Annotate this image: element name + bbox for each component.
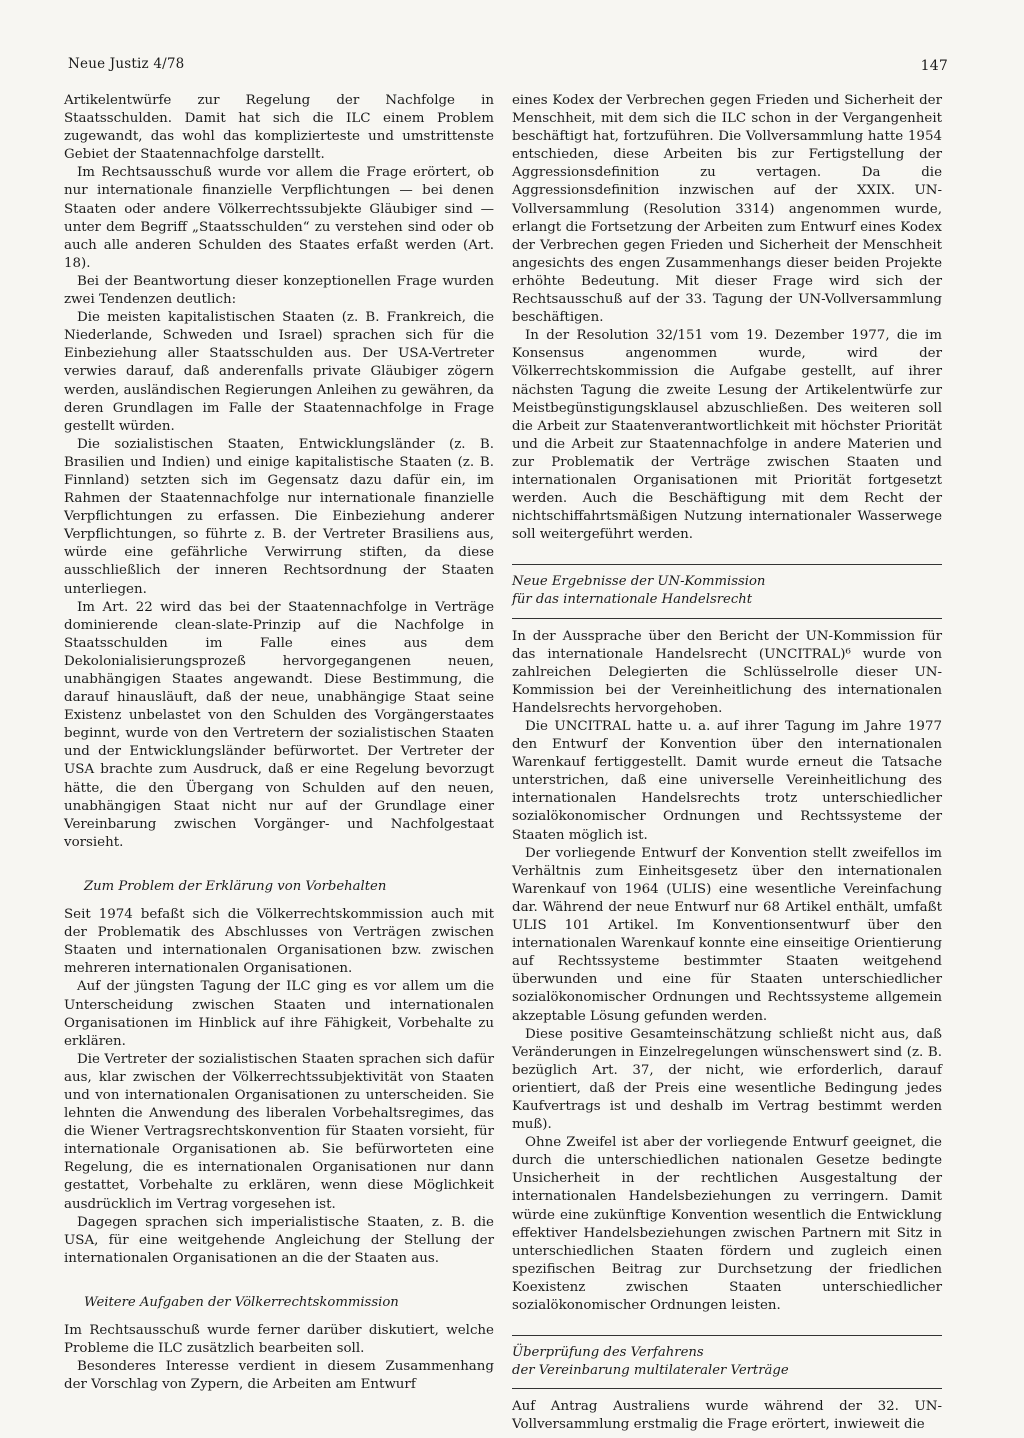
- boxed-section-heading: [512, 1325, 942, 1398]
- rule-line: [512, 1335, 942, 1336]
- paragraph: Ohne Zweifel ist aber der vorliegende Entwurf geeignet, die durch die unterschiedlichen nationalen Gesetze bedingte Unsicherheit in der rechtlichen Ausgestaltung der internationalen Handelsbeziehungen zu verringern. Damit würde eine zukünftige Konvention wesentlich die Entwicklung effektiver Handelsbeziehungen zwischen Partnern mit Sitz in unterschiedlichen Staaten fördern und zugleich einen spezifischen Beitrag zur Durchsetzung der friedlichen Koexistenz zwischen Staaten unterschiedlicher sozialökonomischer Ordnungen leisten.: [512, 1135, 942, 1313]
- left-column: [64, 92, 494, 1394]
- rule-line: [512, 564, 942, 565]
- right-column: [512, 92, 942, 1434]
- paragraph: In der Aussprache über den Bericht der UN-Kommission für das internationale Handelsrecht (UNCITRAL)⁶ wurde von zahlreichen Delegierten die Schlüsselrolle dieser UN-Kommission bei der Vereinheitlichung des internationalen Handelsrechts hervorgehoben.: [512, 628, 942, 716]
- section-heading-line: der Vereinbarung multilateraler Verträge: [512, 1363, 789, 1379]
- running-header: [68, 56, 948, 78]
- rule-line: [512, 1388, 942, 1389]
- paragraph: Diese positive Gesamteinschätzung schließt nicht aus, daß Veränderungen in Einzelregelungen wünschenswert sind (z. B. bezüglich Art. 37, der nicht, wie erforderlich, darauf orientiert, daß der Preis eine wesentliche Bedingung jedes Kaufvertrags ist und deshalb im Vertrag bestimmt werden muß).: [512, 1026, 942, 1133]
- paragraph: Die meisten kapitalistischen Staaten (z. B. Frankreich, die Niederlande, Schweden und Israel) sprachen sich für die Einbeziehung aller Staatsschulden aus. Der USA-Vertreter verwies darauf, daß anderenfalls private Gläubiger zögern werden, ausländischen Regierungen Anleihen zu gewähren, da deren Grundlagen im Falle der Staatennachfolge in Frage gestellt würden.: [64, 310, 494, 434]
- paragraph: Die sozialistischen Staaten, Entwicklungsländer (z. B. Brasilien und Indien) und einige kapitalistische Staaten (z. B. Finnland) setzten sich im Gegensatz dazu dafür ein, im Rahmen der Staatennachfolge nur internationale finanzielle Verpflichtungen zu erfassen. Die Einbeziehung anderer Verpflichtungen, so führte z. B. der Vertreter Brasiliens aus, würde eine gefährliche Verwirrung stiften, da diese ausschließlich der inneren Rechtsordnung der Staaten unterliegen.: [64, 436, 494, 597]
- paragraph: eines Kodex der Verbrechen gegen Frieden und Sicherheit der Menschheit, mit dem sich die ILC schon in der Vergangenheit beschäftigt hat, fortzuführen. Die Vollversammlung hatte 1954 entschieden, diese Arbeiten bis zur Fertigstellung der Aggressionsdefinition zu vertagen. Da die Aggressionsdefinition inzwischen auf der XXIX. UN-Vollversammlung (Resolution 3314) angenommen wurde, erlangt die Fortsetzung der Arbeiten zum Entwurf eines Kodex der Verbrechen gegen Frieden und Sicherheit der Menschheit angesichts des engen Zusammenhangs dieser beiden Projekte erhöhte Bedeutung. Mit dieser Frage wird sich der Rechtsausschuß auf der 33. Tagung der UN-Vollversammlung beschäftigen.: [512, 93, 942, 326]
- section-heading: Zum Problem der Erklärung von Vorbehalten: [84, 878, 387, 894]
- paragraph: Die UNCITRAL hatte u. a. auf ihrer Tagung im Jahre 1977 den Entwurf der Konvention über den internationalen Warenkauf fertiggestellt. Damit wurde erneut die Tatsache unterstrichen, daß eine universelle Vereinheitlichung des internationalen Handelsrechts trotz unterschiedlicher sozialökonomischer Ordnungen und Rechtssysteme der Staaten möglich ist.: [512, 719, 942, 843]
- paragraph: Bei der Beantwortung dieser konzeptionellen Frage wurden zwei Tendenzen deutlich:: [64, 273, 494, 308]
- section-heading-line: Neue Ergebnisse der UN-Kommission: [512, 574, 766, 590]
- paragraph: Im Art. 22 wird das bei der Staatennachfolge in Verträge dominierende clean-slate-Prinzip auf die Nachfolge in Staatsschulden im Falle eines aus dem Dekolonialisierungsprozeß hervorgegangenen neuen, unabhängigen Staates angewandt. Diese Bestimmung, die darauf hinausläuft, daß der neue, unabhängige Staat seine Existenz unbelastet von den Schulden des Vorgängerstaates beginnt, wurde von den Vertretern der sozialistischen Staaten und der Entwicklungsländer befürwortet. Der Vertreter der USA brachte zum Ausdruck, daß er eine Regelung bevorzugt hätte, die den Übergang von Schulden auf den neuen, unabhängigen Staat nicht nur auf der Grundlage einer Vereinbarung zwischen Vorgänger- und Nachfolgestaat vorsieht.: [64, 599, 494, 850]
- paragraph: Im Rechtsausschuß wurde vor allem die Frage erörtert, ob nur internationale finanzielle Verpflichtungen — bei denen Staaten oder andere Völkerrechtssubjekte Gläubiger sind — unter dem Begriff „Staatsschulden“ zu verstehen sind oder ob auch alle anderen Schulden des Staates erfaßt werden (Art. 18).: [64, 165, 494, 271]
- page-number: 147: [920, 58, 948, 74]
- paragraph: Seit 1974 befaßt sich die Völkerrechtskommission auch mit der Problematik des Abschlusses von Verträgen zwischen Staaten und internationalen Organisationen bzw. zwischen mehreren internationalen Organisationen.: [64, 907, 494, 977]
- boxed-section-heading: [512, 554, 942, 627]
- section-heading: Weitere Aufgaben der Völkerrechtskommission: [84, 1294, 399, 1310]
- paragraph: Die Vertreter der sozialistischen Staaten sprachen sich dafür aus, klar zwischen der Völkerrechtssubjektivität von Staaten und von internationalen Organisationen zu unterscheiden. Sie lehnten die Anwendung des liberalen Vorbehaltsregimes, das die Wiener Vertragsrechtskonvention für Staaten vorsieht, für internationale Organisationen ab. Sie befürworteten eine Regelung, die es internationalen Organisationen nur dann gestattet, Vorbehalte zu erklären, wenn diese Möglichkeit ausdrücklich im Vertrag vorgesehen ist.: [64, 1051, 494, 1212]
- paragraph: Im Rechtsausschuß wurde ferner darüber diskutiert, welche Probleme die ILC zusätzlich bearbeiten soll.: [64, 1323, 494, 1357]
- paragraph: In der Resolution 32/151 vom 19. Dezember 1977, die im Konsensus angenommen wurde, wird der Völkerrechtskommission die Aufgabe gestellt, auf ihrer nächsten Tagung die zweite Lesung der Artikelentwürfe zur Meistbegünstigungsklausel abzuschließen. Des weiteren soll die Arbeit zur Staatenverantwortlichkeit mit höchster Priorität und die Arbeit zur Staatennachfolge in andere Materien und zur Problematik der Verträge zwischen Staaten und internationalen Organisationen mit Priorität fortgesetzt werden. Auch die Beschäftigung mit dem Recht der nichtschiffahrtsmäßigen Nutzung internationaler Wasserwege soll weitergeführt werden.: [512, 328, 942, 543]
- journal-title: Neue Justiz 4/78: [68, 56, 185, 72]
- rule-line: [512, 618, 942, 619]
- section-heading-line: Überprüfung des Verfahrens: [512, 1345, 704, 1361]
- paragraph: Auf Antrag Australiens wurde während der 32. UN-Vollversammlung erstmalig die Frage erörtert, inwieweit die: [512, 1399, 942, 1433]
- paragraph: Artikelentwürfe zur Regelung der Nachfolge in Staatsschulden. Damit hat sich die ILC einem Problem zugewandt, das wohl das komplizierteste und umstrittenste Gebiet der Staatennachfolge darstellt.: [64, 93, 494, 163]
- paragraph: Auf der jüngsten Tagung der ILC ging es vor allem um die Unterscheidung zwischen Staaten und internationalen Organisationen im Hinblick auf ihre Fähigkeit, Vorbehalte zu erklären.: [64, 979, 494, 1049]
- paragraph: Der vorliegende Entwurf der Konvention stellt zweifellos im Verhältnis zum Einheitsgesetz über den internationalen Warenkauf von 1964 (ULIS) eine wesentliche Vereinfachung dar. Während der neue Entwurf nur 68 Artikel enthält, umfaßt ULIS 101 Artikel. Im Konventionsentwurf über den internationalen Warenkauf konnte eine einseitige Orientierung auf Rechtssysteme bestimmter Staaten weitgehend überwunden und eine für Staaten unterschiedlicher sozialökonomischer Ordnungen und Rechtssysteme allgemein akzeptable Lösung gefunden werden.: [512, 845, 942, 1024]
- paragraph: Dagegen sprachen sich imperialistische Staaten, z. B. die USA, für eine weitgehende Angleichung der Stellung der internationalen Organisationen an die der Staaten aus.: [64, 1214, 494, 1266]
- section-heading-line: für das internationale Handelsrecht: [512, 592, 753, 608]
- paragraph: Besonderes Interesse verdient in diesem Zusammenhang der Vorschlag von Zypern, die Arbeiten am Entwurf: [64, 1359, 494, 1393]
